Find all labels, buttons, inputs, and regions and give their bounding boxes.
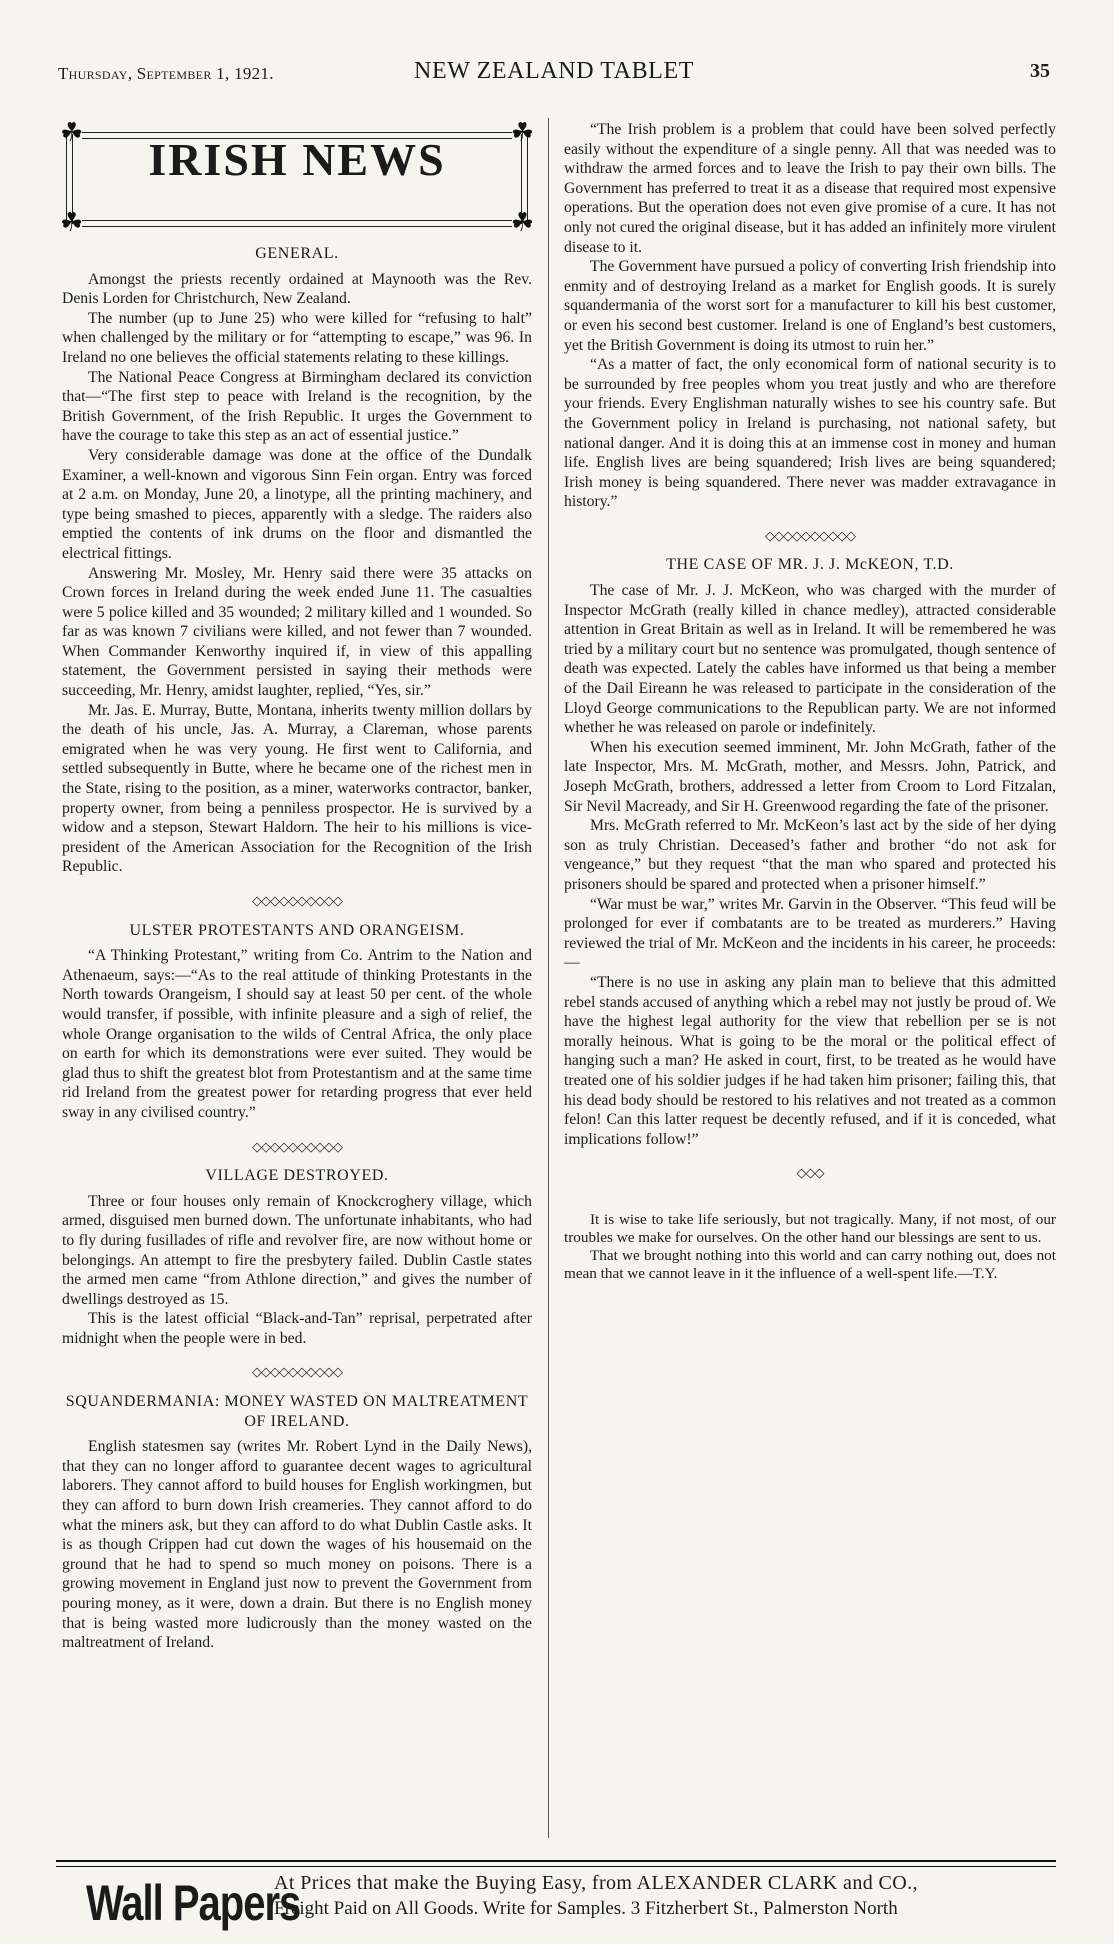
section-title-mckeon: THE CASE OF MR. J. J. McKEON, T.D. [666, 556, 954, 574]
paragraph: The National Peace Congress at Birmingham declared its conviction that—“The first step to peace with Ireland is the recognition, by the British Government, of the Irish Republic. It urges the Government to have the courage to take this step as an act of essential justice.” [62, 368, 532, 445]
paragraph: Three or four houses only remain of Knockcroghery village, which armed, disguised men burned down. The unfortunate inhabitants, who had to fly during fusillades of rifle and revolver fire, are now without home or belongings. An attempt to fire the presbytery failed. Dublin Castle states the armed men came “from Athlone direction,” and gives the number of dwellings destroyed as 15. [62, 1192, 532, 1308]
shamrock-icon: ☘ [60, 208, 84, 237]
paragraph: The number (up to June 25) who were killed for “refusing to halt” when challenged by the military or for “attempting to escape,” was 96. In Ireland no one believes the official statements relating to these killings. [62, 309, 532, 366]
ad-brand: Wall Papers [86, 1876, 301, 1931]
banner-title: IRISH NEWS [148, 134, 446, 185]
paragraph: “The Irish problem is a problem that could have been solved perfectly easily without the expenditure of a single penny. All that was needed was to withdraw the armed forces and to leave the Irish to pay their own bills. The Government has preferred to treat it as a disease that required most expensive operations. But the operation does not even give promise of a cure. It has not only not cured the original disease, but it has added an infinitely more virulent disease to it. [564, 121, 1056, 256]
separator-ornament-short: ◇◇◇ [796, 1165, 824, 1181]
section-title-ulster: ULSTER PROTESTANTS AND ORANGEISM. [129, 921, 465, 939]
separator-ornament: ◇◇◇◇◇◇◇◇◇◇ [252, 893, 342, 908]
paragraph: The Government have pursued a policy of converting Irish friendship into enmity and of destroying Ireland as a market for English goods. It is surely squandermania of the worst sort for a manufacturer to kill his best customer, or even his second best customer. Ireland is one of England’s best customers, yet the British Government is doing its utmost to ruin her.” [564, 258, 1056, 354]
paragraph: That we brought nothing into this world and can carry nothing out, does not mean that we cannot leave in it the influence of a well-spent life.—T.Y. [564, 1246, 1056, 1282]
separator-ornament: ◇◇◇◇◇◇◇◇◇◇ [252, 1364, 342, 1380]
paragraph: English statesmen say (writes Mr. Robert Lynd in the Daily News), that they can no longer afford to guarantee decent wages to agricultural laborers. They cannot afford to build houses for English workingmen, but they can afford to burn down Irish creameries. They cannot afford to do what the miners ask, but they can afford to do what Dublin Castle asks. It is as though Crippen had cut down the wages of his housemaid on the ground that he had to spend so much money on poisons. There is a growing movement in England just now to prevent the Government from pouring money, as it were, down a drain. But there is no English money that is being wasted more ludicrously than the money wasted on the maltreatment of Ireland. [62, 1438, 532, 1652]
right-column [564, 120, 1056, 1283]
separator-ornament: ◇◇◇◇◇◇◇◇◇◇ [252, 1138, 342, 1154]
paragraph: “There is no use in asking any plain man to believe that this admitted rebel stands accused of anything which a rebel may not justly be proud of. We have the highest legal authority for the view that rebellion per se is not morally heinous. What is going to be the moral or the political effect of hanging such a man? He asked in court, first, to be treated as he would have treated one of his soldier judges if he had taken him prisoner; failing this, that his dead body should be restored to his relatives and not treated as a common felon! Can this latter request be decently refused, and if it is conceded, what implications follow!” [564, 973, 1056, 1148]
paragraph: “War must be war,” writes Mr. Garvin in the Observer. “This feud will be prolonged for ever if combatants are to be treated as murderers.” Having reviewed the trial of Mr. McKeon and the incidents in his career, he proceeds:— [564, 895, 1056, 972]
footer-rule [56, 1860, 1056, 1867]
paragraph: This is the latest official “Black-and-Tan” reprisal, perpetrated after midnight when the people were in bed. [62, 1310, 532, 1347]
closing-note [564, 1211, 1056, 1283]
paragraph: Mrs. McGrath referred to Mr. McKeon’s last act by the side of her dying son as truly Christian. Deceased’s father and brother “do not ask for vengeance,” but they request “that the man who spared and protected his prisoners should be spared and protected when a prisoner himself.” [564, 817, 1056, 893]
section-title-squandermania: SQUANDERMANIA: MONEY WASTED ON MALTREATMENT OF IRELAND. [65, 1393, 529, 1430]
advertisement [56, 1870, 1056, 1930]
banner-rule-bottom [82, 220, 512, 227]
publication-title: NEW ZEALAND TABLET [414, 58, 694, 84]
ad-line-2: Freight Paid on All Goods. Write for Samples. 3 Fitzherbert St., Palmerston North [274, 1898, 898, 1919]
paragraph: Mr. Jas. E. Murray, Butte, Montana, inherits twenty million dollars by the death of his uncle, Jas. A. Murray, a Clareman, whose parents emigrated when he was very young. He first went to California, and settled subsequently in Butte, where he became one of the richest men in the State, rising to the position, as a miner, waterworks contractor, banker, property owner, from being a penniless prospector. He is survived by a widow and a stepson, Stewart Haldorn. The heir to his millions is vice-president of the American Association for the Recognition of the Irish Republic. [62, 701, 532, 876]
shamrock-icon: ☘ [510, 208, 534, 237]
paragraph: “As a matter of fact, the only economical form of national security is to be surrounded by free peoples whom you treat justly and who are therefore your friends. Every Englishman naturally wishes to see his country safe. But the Government policy in Ireland is purchasing, not national safety, but national danger. And it is doing this at an immense cost in money and human life. English lives are being squandered; Irish lives are being squandered; Irish money is being squandered. There never was madder extravagance in history.” [564, 356, 1056, 511]
column-divider [548, 118, 549, 1838]
paragraph: Very considerable damage was done at the office of the Dundalk Examiner, a well-known and vigorous Sinn Fein organ. Entry was forced at 2 a.m. on Monday, June 20, a linotype, all the printing machinery, and type being smashed to pieces, apparently with a sledge. The raiders also emptied the contents of ink drums on the floor and dismantled the electrical fittings. [62, 446, 532, 562]
page-number: 35 [1030, 60, 1050, 82]
issue-date: Thursday, September 1, 1921. [58, 64, 274, 83]
section-banner [60, 118, 534, 237]
ad-line-1: At Prices that make the Buying Easy, from ALEXANDER CLARK and CO., [274, 1872, 918, 1894]
paragraph: When his execution seemed imminent, Mr. John McGrath, father of the late Inspector, Mrs. M. McGrath, mother, and Messrs. John, Patrick, and Joseph McGrath, brothers, addressed a letter from Croom to Lord Fitzalan, Sir Nevil Macready, and Sir H. Greenwood regarding the fate of the prisoner. [564, 738, 1056, 815]
paragraph: The case of Mr. J. J. McKeon, who was charged with the murder of Inspector McGrath (really killed in chance medley), attracted considerable attention in Great Britain as well as in Ireland. It will be remembered he was tried by a military court but no sentence was promulgated, though sentence of death was expected. Lately the cables have informed us that being a member of the Dail Eireann he was released to participate in the consideration of the Lloyd George communications to the Republican party. We are not informed whether he was released on parole or indefinitely. [564, 582, 1056, 737]
page-header [58, 58, 1050, 92]
paragraph: “A Thinking Protestant,” writing from Co. Antrim to the Nation and Athenaeum, says:—“As to the real attitude of thinking Protestants in the North towards Orangeism, I should say at least 50 per cent. of the whole would transfer, if possible, with infinite pleasure and a sigh of relief, the whole Orange organisation to the wilds of Central Africa, the only place on earth for which its demonstrations were ever suited. They would be glad thus to shift the greatest blot from Protestantism and at the same time rid Ireland from the greatest power for retarding progress that ever held sway in any civilised country.” [62, 947, 532, 1121]
paragraph: Amongst the priests recently ordained at Maynooth was the Rev. Denis Lorden for Christchurch, New Zealand. [62, 270, 532, 308]
shamrock-icon: ☘ [60, 118, 84, 147]
section-title-village: VILLAGE DESTROYED. [205, 1167, 389, 1185]
paragraph: It is wise to take life seriously, but not tragically. Many, if not most, of our troubles we make for ourselves. On the other hand our blessings are sent to us. [564, 1210, 1056, 1246]
separator-ornament: ◇◇◇◇◇◇◇◇◇◇ [765, 527, 855, 543]
section-title-general: GENERAL. [255, 245, 339, 262]
paragraph: Answering Mr. Mosley, Mr. Henry said there were 35 attacks on Crown forces in Ireland during the week ended June 11. The casualties were 5 police killed and 35 wounded; 2 military killed and 1 wounded. So far as was known 7 civilians were killed, and not fewer than 7 wounded. When Commander Kenworthy inquired if, in view of this appalling statement, the Government persisted in saying their methods were succeeding, Mr. Henry, amidst laughter, replied, “Yes, sir.” [62, 564, 532, 700]
shamrock-icon: ☘ [510, 118, 534, 147]
left-column [62, 120, 532, 1653]
